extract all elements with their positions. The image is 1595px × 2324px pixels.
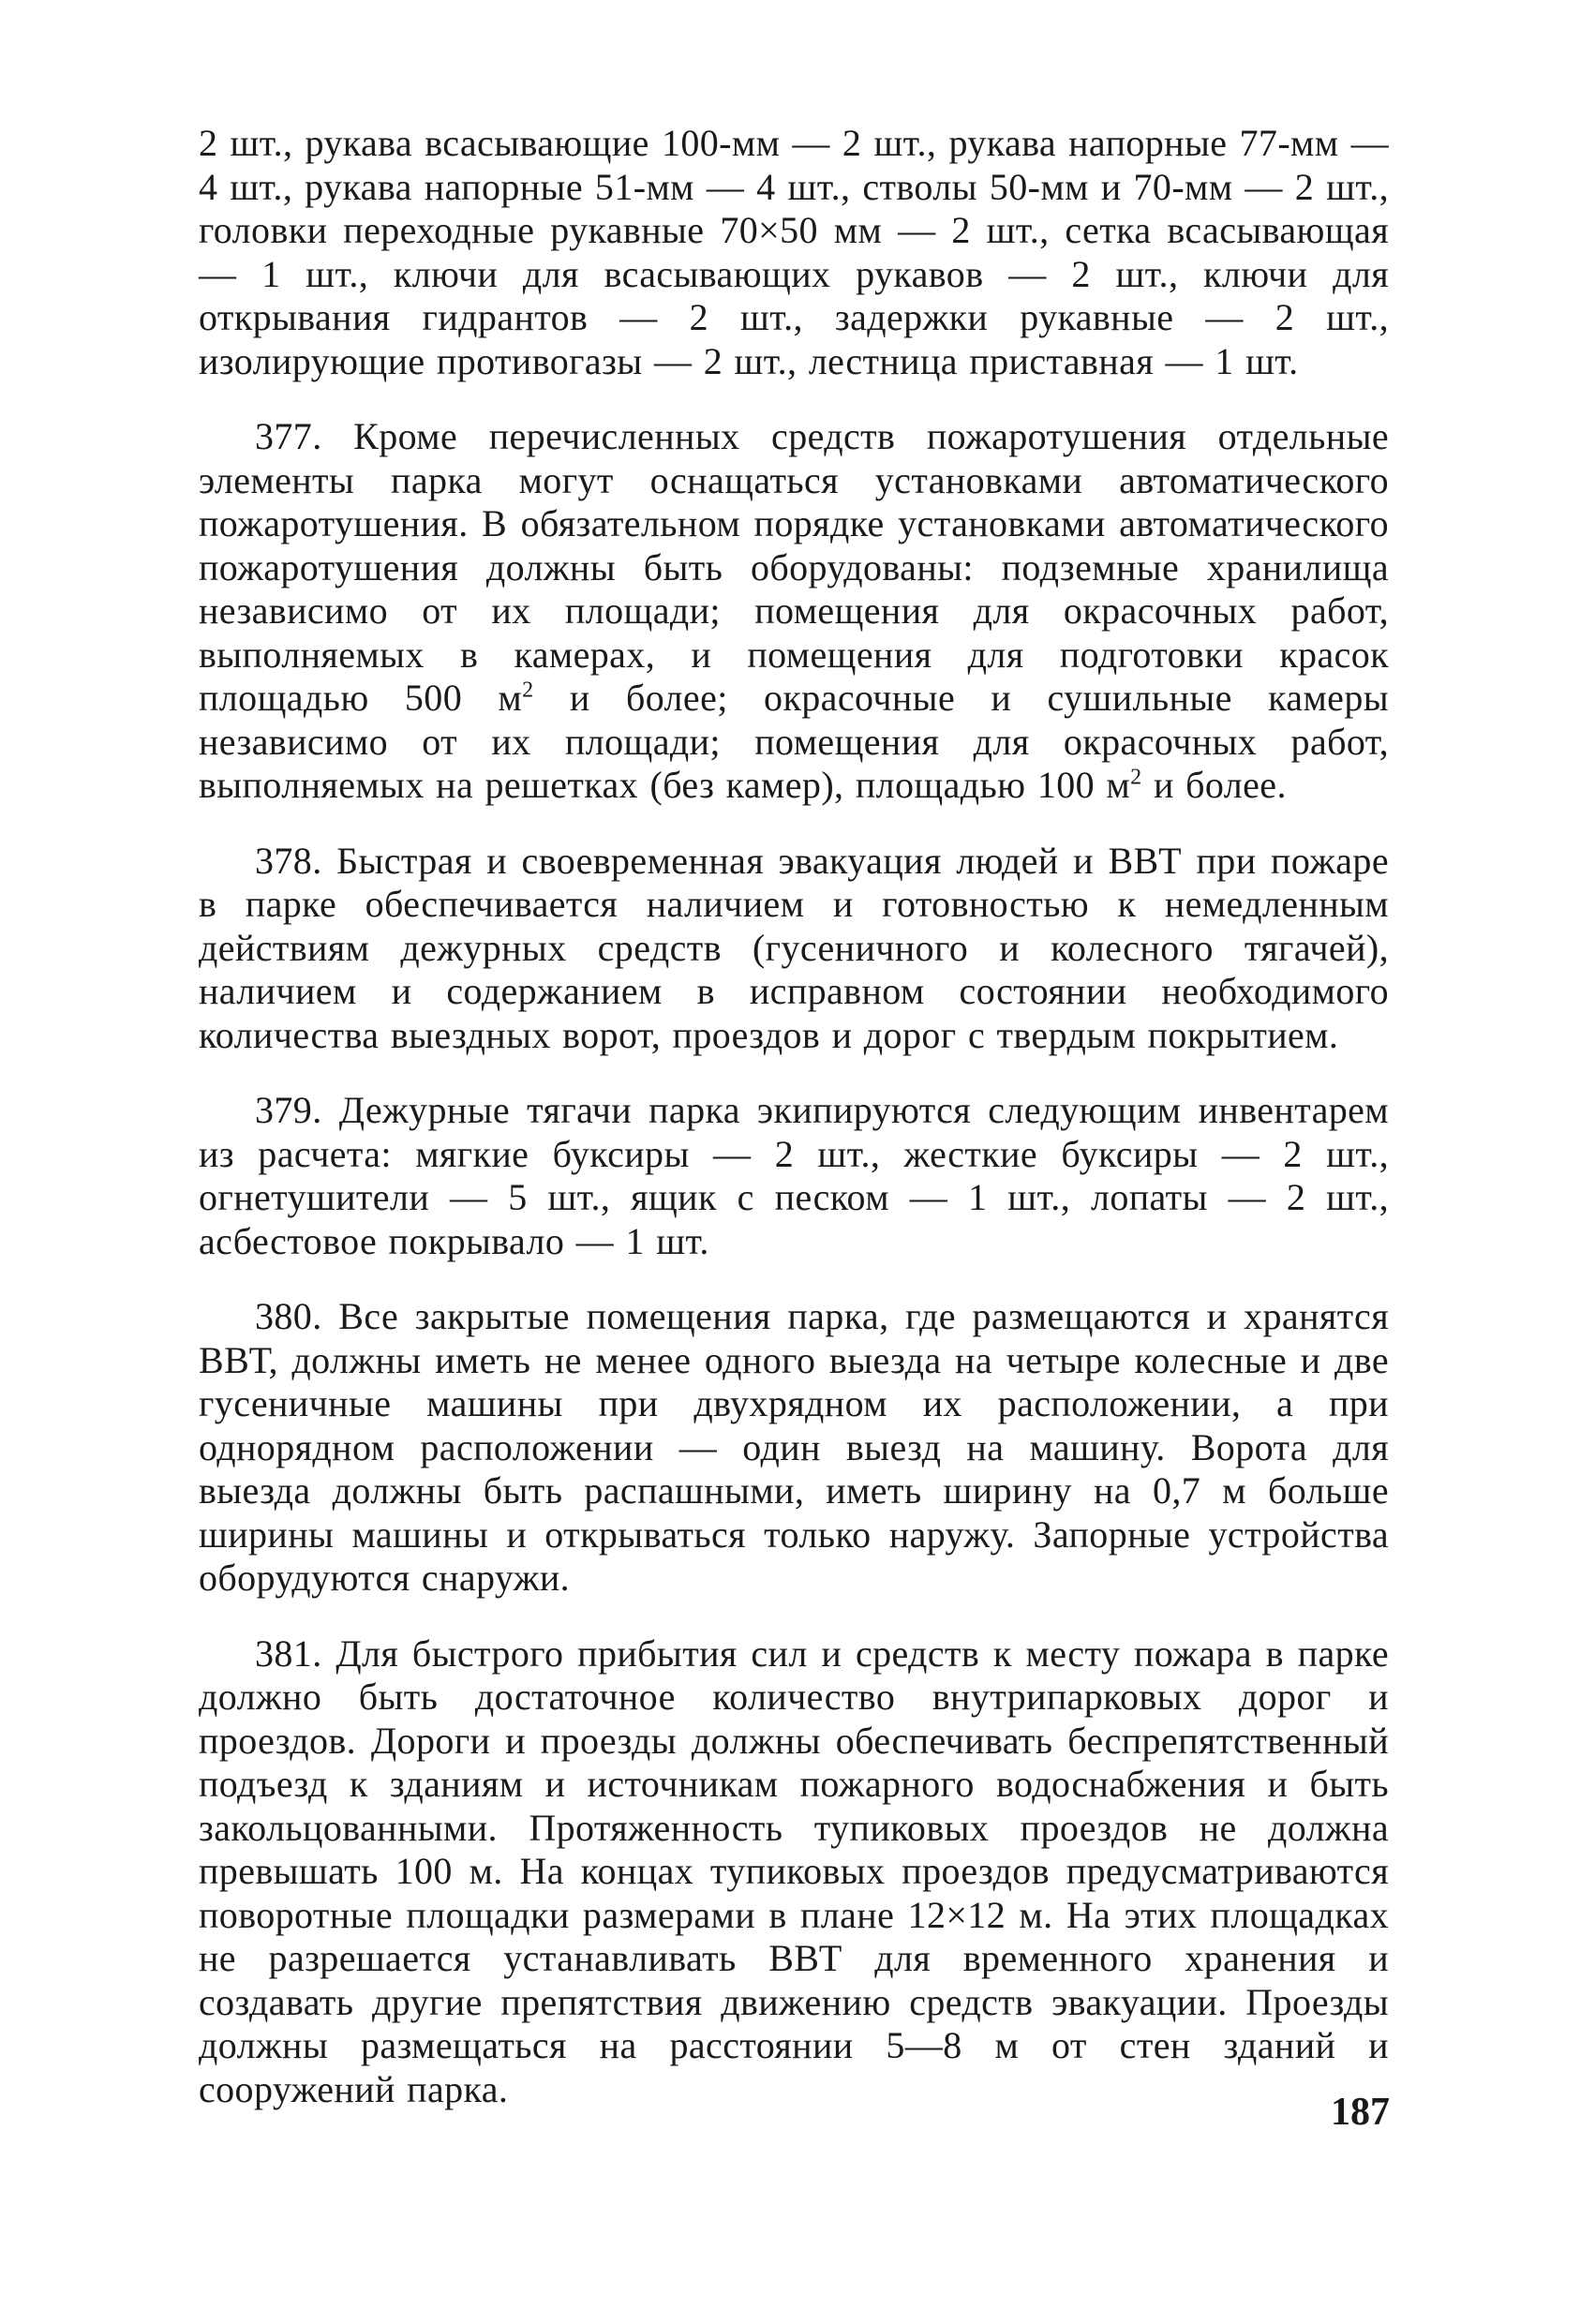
- paragraph-text: 381. Для быстрого прибытия сил и средств к месту пожара в парке должно быть достаточное количество внутрипарковых дорог и проездов. Дороги и проезды должны обеспечивать беспрепятственный подъезд к зданиям и источникам пожарного водоснабжения и быть закольцованными. Протяженность тупиковых проездов не должна превышать 100 м. На концах тупиковых проездов предусматриваются поворотные площадки размерами в плане 12×12 м. На этих площадках не разрешается устанавливать ВВТ для временного хранения и создавать другие препятствия движению средств эвакуации. Проезды должны размещаться на расстоянии 5—8 м от стен зданий и сооружений парка.: [199, 1631, 1389, 2110]
- superscript: 2: [522, 678, 534, 703]
- paragraph-text: и более; окрасочные и сушильные камеры независимо от их площади; помещения для окрасочных работ, выполняемых на решетках (без камер), площадью 100 м: [199, 677, 1390, 806]
- paragraph-379: [199, 1089, 1389, 1263]
- document-page: [199, 122, 1389, 2143]
- page-number: 187: [1331, 2091, 1390, 2134]
- superscript: 2: [1130, 765, 1142, 790]
- paragraph-text: и более.: [1141, 764, 1287, 806]
- paragraph-text: 379. Дежурные тягачи парка экипируются следующим инвентарем из расчета: мягкие буксиры — 2 шт., жесткие буксиры — 2 шт., огнетушители — 5 шт., ящик с песком — 1 шт., лопаты — 2 шт., асбестовое покрывало — 1 шт.: [199, 1089, 1389, 1262]
- paragraph-377: [199, 415, 1389, 808]
- paragraph-text: 380. Все закрытые помещения парка, где размещаются и хранятся ВВТ, должны иметь не менее одного выезда на четыре колесные и две гусеничные машины при двухрядном их расположении, а при однорядном расположении — один выезд на машину. Ворота для выезда должны быть распашными, иметь ширину на 0,7 м больше ширины машины и открываться только наружу. Запорные устройства оборудуются снаружи.: [199, 1295, 1389, 1599]
- paragraph-text: 2 шт., рукава всасывающие 100-мм — 2 шт., рукава напорные 77-мм — 4 шт., рукава напорные 51-мм — 4 шт., стволы 50-мм и 70-мм — 2 шт., головки переходные рукавные 70×50 мм — 2 шт., сетка всасывающая — 1 шт., ключи для всасывающих рукавов — 2 шт., ключи для открывания гидрантов — 2 шт., задержки рукавные — 2 шт., изолирующие противогазы — 2 шт., лестница приставная — 1 шт.: [199, 122, 1389, 382]
- paragraph-text: 378. Быстрая и своевременная эвакуация людей и ВВТ при пожаре в парке обеспечивается наличием и готовностью к немедленным действиям дежурных средств (гусеничного и колесного тягачей), наличием и содержанием в исправном состоянии необходимого количества выездных ворот, проездов и дорог с твердым покрытием.: [199, 839, 1389, 1056]
- paragraph-text: 377. Кроме перечисленных средств пожаротушения отдельные элементы парка могут оснащаться установками автоматического пожаротушения. В обязательном порядке установками автоматического пожаротушения должны быть оборудованы: подземные хранилища независимо от их площади; помещения для окрасочных работ, выполняемых в камерах, и помещения для подготовки красок площадью 500 м: [199, 415, 1389, 719]
- paragraph-continuation: [199, 122, 1389, 383]
- paragraph-380: [199, 1295, 1389, 1601]
- paragraph-378: [199, 840, 1389, 1058]
- paragraph-381: [199, 1632, 1389, 2112]
